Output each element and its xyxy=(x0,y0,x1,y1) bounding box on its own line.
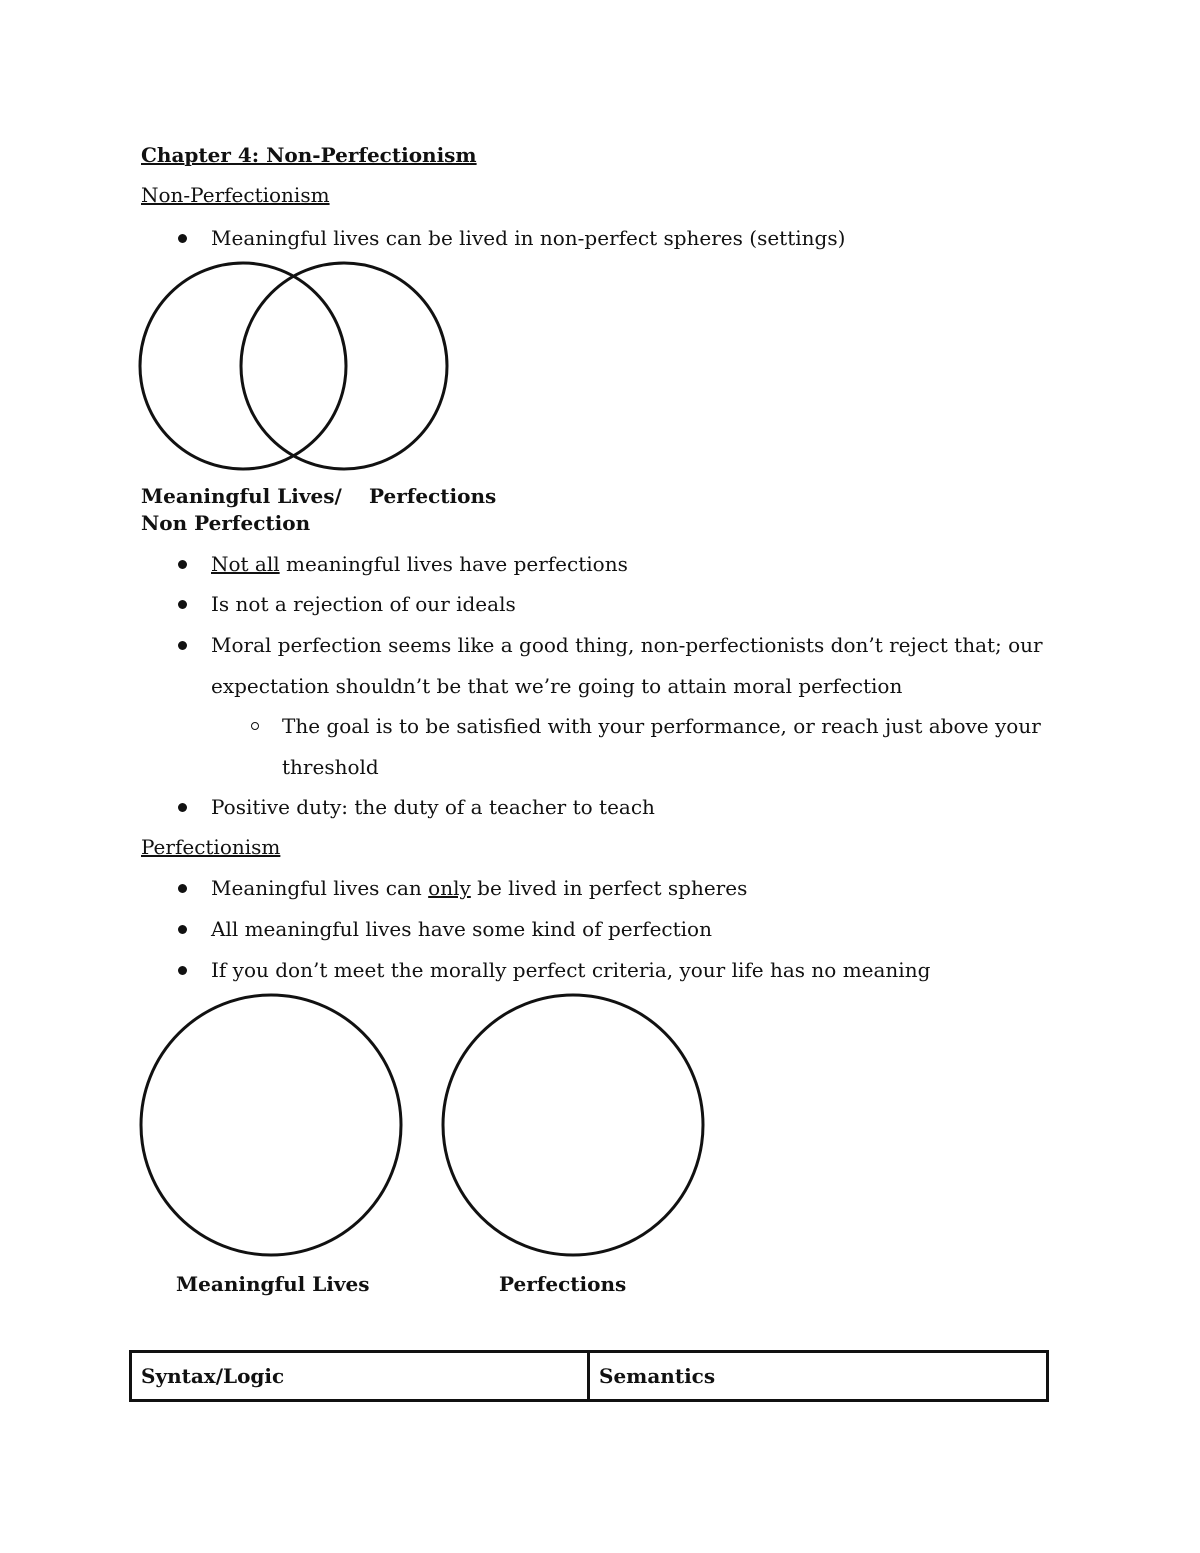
bullet-text: Meaningful lives can be lived in non-perfect spheres (settings) xyxy=(211,226,846,250)
underlined-text: only xyxy=(428,876,471,900)
section-heading-non-perfectionism: Non-Perfectionism xyxy=(141,183,330,207)
sub-bullet-icon xyxy=(251,722,259,730)
venn-diagram-overlapping xyxy=(135,258,455,478)
bullet-text: Is not a rejection of our ideals xyxy=(211,592,516,616)
venn-label-non-perfection: Non Perfection xyxy=(141,511,311,535)
page-title: Chapter 4: Non-Perfectionism xyxy=(141,143,477,167)
sub-bullet-text-continued: threshold xyxy=(282,755,379,779)
comparison-table xyxy=(129,1350,1049,1402)
bullet-text: Positive duty: the duty of a teacher to teach xyxy=(211,795,655,819)
table-header-syntax-logic: Syntax/Logic xyxy=(132,1353,590,1399)
bullet-text-continued: expectation shouldn’t be that we’re going to attain moral perfection xyxy=(211,674,903,698)
bullet-text-after: be lived in perfect spheres xyxy=(470,876,748,900)
diagram-label-meaningful-lives: Meaningful Lives xyxy=(176,1272,370,1296)
circle-meaningful-lives xyxy=(140,263,346,469)
sub-bullet-text: The goal is to be satisfied with your performance, or reach just above your xyxy=(282,714,1041,738)
bullet-icon xyxy=(178,884,187,893)
section-heading-perfectionism: Perfectionism xyxy=(141,835,281,859)
bullet-icon xyxy=(178,803,187,812)
bullet-text-rest: meaningful lives have perfections xyxy=(279,552,628,576)
bullet-text-before: Meaningful lives can xyxy=(211,876,429,900)
circle-perfections xyxy=(443,995,703,1255)
bullet-icon xyxy=(178,234,187,243)
bullet-icon xyxy=(178,966,187,975)
bullet-icon xyxy=(178,925,187,934)
table-header-semantics: Semantics xyxy=(599,1364,716,1388)
venn-label-meaningful-lives: Meaningful Lives/ xyxy=(141,484,342,508)
bullet-text: All meaningful lives have some kind of perfection xyxy=(211,917,712,941)
circle-perfections xyxy=(241,263,447,469)
venn-diagram-separate xyxy=(135,990,715,1265)
bullet-text xyxy=(211,552,628,576)
venn-label-perfections: Perfections xyxy=(369,484,497,508)
underlined-text: Not all xyxy=(211,552,280,576)
bullet-text xyxy=(211,876,747,900)
bullet-icon xyxy=(178,600,187,609)
bullet-icon xyxy=(178,641,187,650)
circle-meaningful-lives xyxy=(141,995,401,1255)
diagram-label-perfections: Perfections xyxy=(499,1272,627,1296)
bullet-icon xyxy=(178,560,187,569)
bullet-text: If you don’t meet the morally perfect criteria, your life has no meaning xyxy=(211,958,931,982)
bullet-text: Moral perfection seems like a good thing, non-perfectionists don’t reject that; our xyxy=(211,633,1043,657)
